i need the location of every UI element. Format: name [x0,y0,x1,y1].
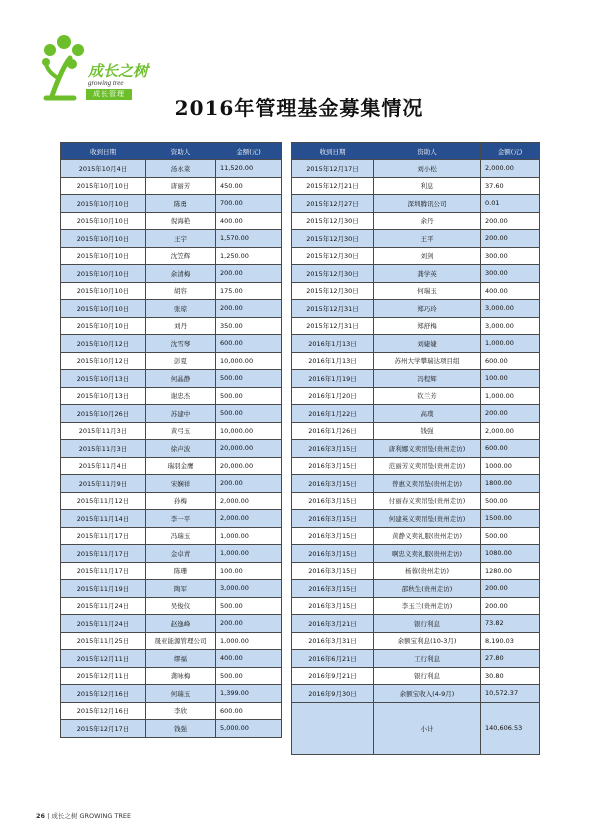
page-footer: 26 | 成长之树 GROWING TREE [36,812,132,820]
cell-donor: 唐丽芳 [146,177,216,195]
table-row [61,457,282,475]
cell-date: 2015年10月13日 [61,370,146,388]
table-row [292,335,540,353]
cell-date: 2015年12月27日 [292,195,374,213]
cell-amount: 1,000.00 [216,545,282,563]
cell-amount: 200.00 [216,300,282,318]
cell-date: 2016年3月15日 [292,597,374,615]
cell-amount: 200.00 [481,597,540,615]
cell-amount: 200.00 [481,580,540,598]
cell-amount: 400.00 [481,282,540,300]
cell-amount: 2,000.00 [481,422,540,440]
cell-date: 2015年10月10日 [61,212,146,230]
table-row [61,247,282,265]
brand-subtitle: growing tree [88,79,124,87]
cell-date: 2015年10月12日 [61,335,146,353]
cell-date: 2016年3月15日 [292,457,374,475]
cell-donor: 高璞 [374,405,481,423]
cell-donor: 晟亚能源管理公司 [146,632,216,650]
cell-donor: 利息 [374,177,481,195]
cell-donor: 曾惠义卖吊坠(贵州走访) [374,475,481,493]
cell-amount: 1280.00 [481,562,540,580]
table-row [61,440,282,458]
cell-donor: 苏建中 [146,405,216,423]
table-row [292,370,540,388]
cell-donor: 郑巧玲 [374,300,481,318]
cell-date: 2015年12月17日 [61,720,146,738]
cell-donor: 余额宝利息(10-3月) [374,632,481,650]
cell-date: 2016年1月13日 [292,352,374,370]
table-row [292,422,540,440]
cell-date: 2015年12月30日 [292,247,374,265]
cell-date: 2015年12月11日 [61,667,146,685]
cell-date: 2016年3月15日 [292,580,374,598]
table-header-row [61,143,282,160]
cell-date: 2015年10月10日 [61,247,146,265]
total-amount: 140,606.53 [481,702,540,754]
cell-donor: 钦兰芳 [374,387,481,405]
cell-donor: 李欣 [146,702,216,720]
cell-date: 2015年11月4日 [61,457,146,475]
table-row [61,720,282,738]
cell-date: 2016年3月15日 [292,545,374,563]
cell-amount: 300.00 [481,265,540,283]
cell-donor: 何瑞玉 [374,282,481,300]
table-row [292,247,540,265]
table-row [292,492,540,510]
cell-date: 2015年10月4日 [61,160,146,178]
cell-donor: 张琼 [146,300,216,318]
cell-date: 2015年12月17日 [292,160,374,178]
table-row [292,527,540,545]
table-row [61,492,282,510]
table-row [292,160,540,178]
cell-date: 2015年10月10日 [61,230,146,248]
cell-date: 2016年6月21日 [292,650,374,668]
cell-amount: 20,000.00 [216,440,282,458]
table-row [61,667,282,685]
cell-donor: 何瑞玉 [146,685,216,703]
table-row [292,597,540,615]
cell-donor: 龚咏梅 [146,667,216,685]
cell-donor: 宋娴祥 [146,475,216,493]
table-row [292,632,540,650]
cell-date: 2015年10月12日 [61,352,146,370]
cell-donor: 吴俊仪 [146,597,216,615]
cell-date: 2015年12月31日 [292,317,374,335]
table-row [61,580,282,598]
cell-donor: 何建英义卖吊坠(贵州走访) [374,510,481,528]
cell-date: 2016年3月31日 [292,632,374,650]
brand-name: 成长之树 [88,62,149,80]
cell-date: 2016年3月15日 [292,562,374,580]
cell-amount: 200.00 [216,475,282,493]
cell-donor: 刘剑 [374,247,481,265]
cell-amount: 175.00 [216,282,282,300]
table-row [61,702,282,720]
table-row [61,562,282,580]
cell-donor: 余丹 [374,212,481,230]
table-row [61,597,282,615]
cell-amount: 10,572.37 [481,685,540,703]
cell-date: 2016年3月15日 [292,527,374,545]
table-row [292,615,540,633]
cell-date: 2016年1月26日 [292,422,374,440]
table-row [292,282,540,300]
cell-donor: 冯程辉 [374,370,481,388]
table-row [61,527,282,545]
cell-amount: 3,000.00 [481,317,540,335]
cell-donor: 余清梅 [146,265,216,283]
table-row [292,475,540,493]
cell-date: 2015年11月24日 [61,597,146,615]
table-row [61,265,282,283]
table-row [61,615,282,633]
cell-amount: 200.00 [481,405,540,423]
table-row [292,387,540,405]
table-row [292,300,540,318]
cell-amount: 10,000.00 [216,352,282,370]
cell-date: 2015年12月30日 [292,265,374,283]
cell-amount: 3,000.00 [216,580,282,598]
cell-amount: 10,000.00 [216,422,282,440]
table-row [292,650,540,668]
cell-amount: 100.00 [481,370,540,388]
header-donor: 资助人 [146,143,216,160]
cell-date: 2016年9月21日 [292,667,374,685]
header-date: 收到日期 [61,143,146,160]
cell-donor: 赵逸峰 [146,615,216,633]
table-row [292,317,540,335]
table-row [61,282,282,300]
cell-date: 2015年11月14日 [61,510,146,528]
cell-amount: 600.00 [216,702,282,720]
cell-donor: 银行利息 [374,667,481,685]
table-row [61,510,282,528]
cell-donor: 孙梅 [146,492,216,510]
table-row [292,177,540,195]
cell-date: 2015年11月19日 [61,580,146,598]
cell-date: 2015年11月3日 [61,440,146,458]
cell-amount: 500.00 [216,370,282,388]
cell-donor: 瑞羽金鹰 [146,457,216,475]
cell-donor: 付丽春义卖吊坠(贵州走访) [374,492,481,510]
cell-amount: 37.60 [481,177,540,195]
cell-date: 2015年11月17日 [61,562,146,580]
cell-donor: 刘婕婕 [374,335,481,353]
cell-donor: 唐利娜义卖吊坠(贵州走访) [374,440,481,458]
cell-amount: 27.80 [481,650,540,668]
cell-date: 2016年1月19日 [292,370,374,388]
table-row [61,650,282,668]
cell-date: 2015年12月30日 [292,282,374,300]
table-row [292,685,540,703]
cell-donor: 钱强 [146,720,216,738]
cell-date: 2015年10月10日 [61,177,146,195]
table-row [61,632,282,650]
total-row [292,702,540,754]
table-row [292,667,540,685]
cell-amount: 500.00 [216,387,282,405]
cell-date: 2016年3月15日 [292,510,374,528]
cell-donor: 冯瑞玉 [146,527,216,545]
footer-text: 成长之树 GROWING TREE [51,812,132,820]
cell-donor: 钱强 [374,422,481,440]
cell-donor: 陈勇 [146,195,216,213]
cell-amount: 600.00 [216,335,282,353]
cell-amount: 1080.00 [481,545,540,563]
table-row [292,195,540,213]
cell-donor: 王平 [374,230,481,248]
table-row [292,265,540,283]
cell-donor: 深圳腾讯公司 [374,195,481,213]
cell-date: 2015年10月10日 [61,300,146,318]
table-row [61,405,282,423]
table-row [61,685,282,703]
cell-amount: 500.00 [216,597,282,615]
cell-amount: 1800.00 [481,475,540,493]
table-row [61,160,282,178]
cell-amount: 350.00 [216,317,282,335]
cell-donor: 陶军 [146,580,216,598]
cell-amount: 1000.00 [481,457,540,475]
cell-date: 2015年10月10日 [61,265,146,283]
table-row [61,177,282,195]
cell-donor: 王宇 [146,230,216,248]
cell-date: 2015年12月30日 [292,230,374,248]
cell-donor: 彭夏 [146,352,216,370]
cell-amount: 1500.00 [481,510,540,528]
cell-date: 2015年12月16日 [61,702,146,720]
cell-amount: 1,000.00 [481,335,540,353]
cell-donor: 杨蓉(贵州走访) [374,562,481,580]
table-row [292,440,540,458]
cell-date: 2016年3月21日 [292,615,374,633]
total-label: 小计 [374,702,481,754]
cell-amount: 500.00 [481,492,540,510]
cell-donor: 黄弓玉 [146,422,216,440]
cell-donor: 余额宝收入(4-9月) [374,685,481,703]
cell-date: 2016年1月22日 [292,405,374,423]
cell-date: 2015年11月12日 [61,492,146,510]
cell-donor: 倪海艳 [146,212,216,230]
cell-amount: 100.00 [216,562,282,580]
cell-donor: 啊忠义卖礼服(贵州走访) [374,545,481,563]
table-row [61,545,282,563]
cell-donor: 金卓青 [146,545,216,563]
cell-amount: 5,000.00 [216,720,282,738]
cell-donor: 陈珊 [146,562,216,580]
cell-date: 2015年11月17日 [61,545,146,563]
cell-amount: 500.00 [216,667,282,685]
cell-donor: 徐声波 [146,440,216,458]
cell-amount: 11,520.00 [216,160,282,178]
cell-amount: 400.00 [216,650,282,668]
cell-donor: 何晶静 [146,370,216,388]
cell-amount: 450.00 [216,177,282,195]
cell-amount: 600.00 [481,440,540,458]
table-row [61,335,282,353]
cell-date: 2015年11月25日 [61,632,146,650]
cell-amount: 700.00 [216,195,282,213]
cell-amount: 2,000.00 [216,510,282,528]
cell-amount: 300.00 [481,247,540,265]
cell-donor: 缪福 [146,650,216,668]
cell-donor: 谢忠杰 [146,387,216,405]
cell-amount: 1,000.00 [481,387,540,405]
cell-date: 2015年12月31日 [292,300,374,318]
cell-donor: 胡容 [146,282,216,300]
cell-date: 2015年11月17日 [61,527,146,545]
cell-amount: 20,000.00 [216,457,282,475]
table-row [61,300,282,318]
cell-date: 2015年12月16日 [61,685,146,703]
table-row [292,405,540,423]
cell-amount: 30.80 [481,667,540,685]
cell-donor: 沈笠辉 [146,247,216,265]
header-date: 收到日期 [292,143,374,160]
cell-date: 2015年11月9日 [61,475,146,493]
table-row [292,545,540,563]
cell-amount: 1,000.00 [216,527,282,545]
cell-amount: 73.82 [481,615,540,633]
cell-donor: 苏州大学攀瑞达项目组 [374,352,481,370]
cell-donor: 刘丹 [146,317,216,335]
cell-date: 2015年10月13日 [61,387,146,405]
cell-amount: 200.00 [481,212,540,230]
cell-donor: 郑舒梅 [374,317,481,335]
cell-date: 2016年3月15日 [292,475,374,493]
cell-donor: 银行利息 [374,615,481,633]
cell-donor: 龚学英 [374,265,481,283]
table-row [61,475,282,493]
table-row [61,195,282,213]
cell-amount: 200.00 [216,615,282,633]
cell-amount: 500.00 [216,405,282,423]
cell-date: 2016年3月15日 [292,492,374,510]
cell-date: 2015年10月26日 [61,405,146,423]
cell-date: 2015年12月30日 [292,212,374,230]
cell-amount: 600.00 [481,352,540,370]
page-title: 2016年管理基金募集情况 [174,96,424,120]
cell-donor: 黄静义卖礼服(贵州走访) [374,527,481,545]
page-number: 26 [36,812,46,820]
table-row [292,352,540,370]
cell-date: 2015年11月24日 [61,615,146,633]
cell-date: 2016年9月30日 [292,685,374,703]
table-header-row [292,143,540,160]
cell-date: 2015年12月11日 [61,650,146,668]
table-row [61,370,282,388]
table-row [61,422,282,440]
table-row [61,387,282,405]
cell-amount: 2,000.00 [481,160,540,178]
header-amount: 金额(元) [216,143,282,160]
cell-date: 2015年11月3日 [61,422,146,440]
table-row [292,510,540,528]
total-spacer-cell [292,702,374,754]
cell-donor: 邵秋生(贵州走访) [374,580,481,598]
cell-amount: 400.00 [216,212,282,230]
cell-amount: 200.00 [216,265,282,283]
table-row [292,580,540,598]
header-donor: 资助人 [374,143,481,160]
cell-donor: 汤永菜 [146,160,216,178]
cell-date: 2015年12月21日 [292,177,374,195]
cell-amount: 8,190.03 [481,632,540,650]
table-row [61,230,282,248]
cell-amount: 0.01 [481,195,540,213]
cell-donor: 刘小松 [374,160,481,178]
header-amount: 金额(元) [481,143,540,160]
cell-amount: 1,250.00 [216,247,282,265]
cell-donor: 范丽芳义卖吊坠(贵州走访) [374,457,481,475]
cell-amount: 1,000.00 [216,632,282,650]
donation-table-left [60,142,282,738]
table-row [61,317,282,335]
table-row [292,562,540,580]
cell-amount: 1,570.00 [216,230,282,248]
cell-donor: 工行利息 [374,650,481,668]
donation-table-right [291,142,540,755]
table-row [292,457,540,475]
cell-donor: 沈雪琴 [146,335,216,353]
cell-amount: 2,000.00 [216,492,282,510]
cell-date: 2015年10月10日 [61,282,146,300]
cell-amount: 1,399.00 [216,685,282,703]
table-row [292,230,540,248]
cell-donor: 李玉兰(贵州走访) [374,597,481,615]
cell-date: 2015年10月10日 [61,317,146,335]
cell-date: 2016年1月20日 [292,387,374,405]
table-row [292,212,540,230]
cell-date: 2016年3月15日 [292,440,374,458]
cell-amount: 200.00 [481,230,540,248]
cell-date: 2015年10月10日 [61,195,146,213]
table-row [61,212,282,230]
cell-donor: 李一平 [146,510,216,528]
brand-tag: 成长管理 [86,89,132,100]
table-row [61,352,282,370]
cell-amount: 3,000.00 [481,300,540,318]
cell-date: 2016年1月13日 [292,335,374,353]
cell-amount: 500.00 [481,527,540,545]
